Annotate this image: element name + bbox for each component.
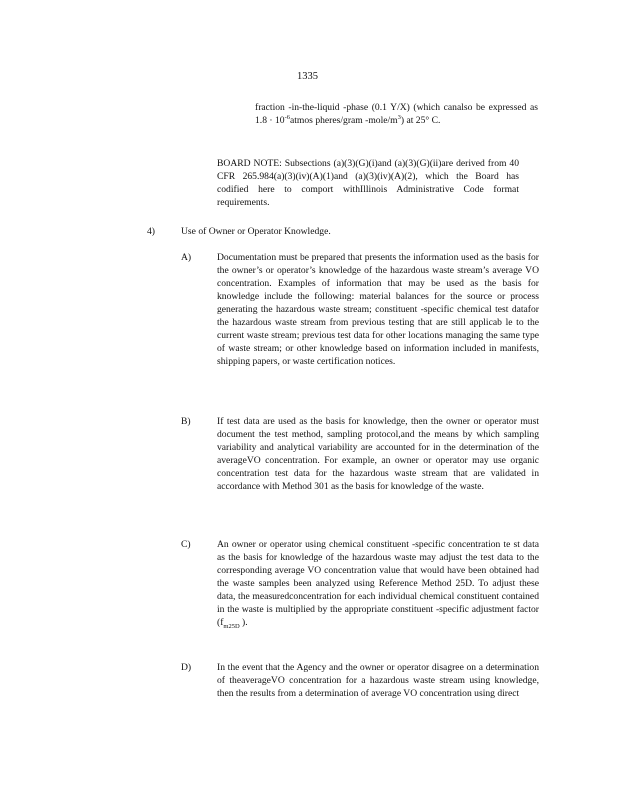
subsection-b-label: B) [181, 416, 191, 427]
subsection-b-text: If test data are used as the basis for knowledge, then the owner or operator must document the test method, sampling protocol,and the means by which sampling variability and analytical variability are accounted for in the determination of the averageVO concentration. For example, an owner or operator may use organic concentration test data for the hazardous waste stream that are validated in accordance with Method 301 as the basis for knowledge of the waste. [217, 416, 539, 492]
page-number: 1335 [297, 71, 318, 82]
item-4-title: Use of Owner or Operator Knowledge. [181, 226, 331, 237]
subsection-c-body: An owner or operator using chemical constituent -specific concentration te st data as the basis for knowledge of the hazardous waste may adjust the test data to the corresponding average VO concentration value that would have been obtained had the waste samples been analyzed using Reference Method 25D. To adjust these data, the measuredconcentration for each individual chemical constituent contained in the waste is multiplied by the appropriate constituent -specific adjustment factor (f [217, 539, 539, 628]
subsection-c-end: ). [239, 617, 248, 628]
fraction-exponent: -6 [284, 113, 290, 121]
fraction-paragraph [255, 101, 538, 127]
adjustment-factor-subscript: m25D [223, 622, 240, 630]
subsection-d-label: D) [181, 662, 192, 673]
fraction-text-mid: atmos pheres/gram -mole/m [290, 115, 398, 126]
fraction-units-exponent: 3 [397, 113, 401, 121]
fraction-text: fraction -in-the-liquid -phase (0.1 Y/X) (which canalso be expressed as 1.8 · 10 [255, 102, 538, 126]
subsection-a-label: A) [181, 252, 192, 263]
board-note: BOARD NOTE: Subsections (a)(3)(G)(i)and (a)(3)(G)(ii)are derived from 40 CFR 265.984(a)(3)(iv)(A)(1)and (a)(3)(iv)(A)(2), which the Board has codified here to comport withIllinois Administrative Code format requirements. [217, 158, 519, 208]
subsection-a-text: Documentation must be prepared that presents the information used as the basis for the owner’s or operator’s knowledge of the hazardous waste stream’s average VO concentration. Examples of information that may be used as the basis for knowledge include the following: material balances for the source or process generating the hazardous waste stream; constituent -specific chemical test datafor the hazardous waste stream from previous testing that are still applicab le to the current waste stream; previous test data for other locations managing the same type of waste stream; or other knowledge based on information included in manifests, shipping papers, or waste certification notices. [217, 252, 539, 367]
subsection-c-text [217, 538, 539, 629]
subsection-d-text: In the event that the Agency and the owner or operator disagree on a determination of theaverageVO concentration for a hazardous waste stream using knowledge, then the results from a determination of average VO concentration using direct [217, 662, 539, 699]
item-4-number: 4) [147, 226, 155, 237]
fraction-text-end: ) at 25° C. [400, 115, 441, 126]
subsection-c-label: C) [181, 539, 191, 550]
